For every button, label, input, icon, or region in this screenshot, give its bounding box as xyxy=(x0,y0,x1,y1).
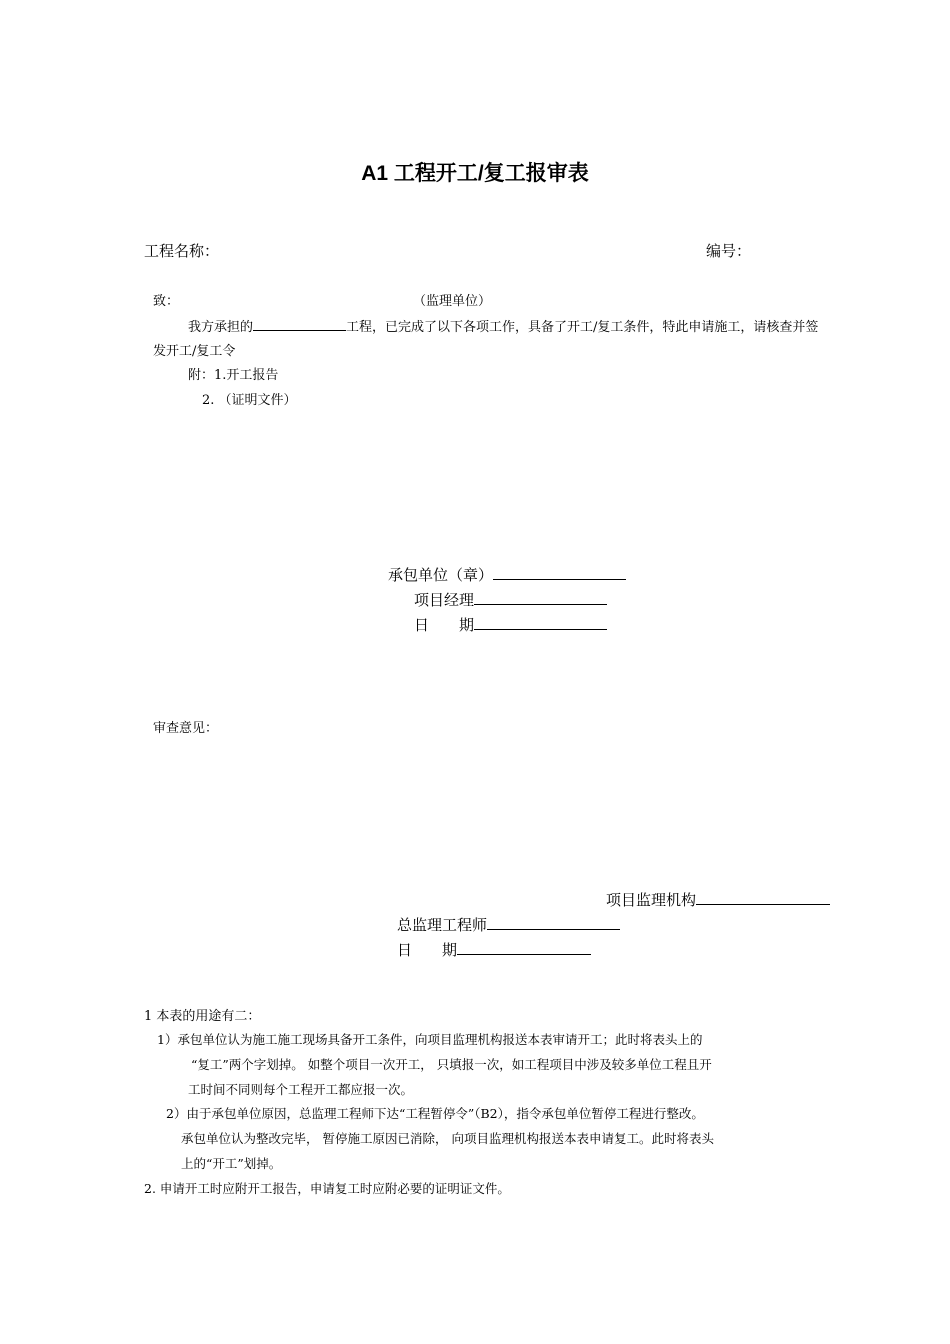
note-item-1-line-2: “复工”两个字划掉。 如整个项目一次开工， 只填报一次，如工程项目中涉及较多单位工程且开 xyxy=(191,1057,712,1072)
note-item-2-line-1: 2）由于承包单位原因，总监理工程师下达“工程暂停令”（B2），指令承包单位暂停工程进行整改。 xyxy=(166,1106,704,1121)
supervision-org-label: 项目监理机构 xyxy=(606,891,697,909)
chief-engineer-label: 总监理工程师 xyxy=(397,916,488,934)
supervision-org-blank xyxy=(696,889,830,905)
supervisor-date-label: 日 期 xyxy=(397,941,458,959)
application-body-line-1 xyxy=(188,315,818,335)
note-item-2-line-2: 承包单位认为整改完毕， 暂停施工原因已消除， 向项目监理机构报送本表申请复工。此时将表头 xyxy=(181,1131,714,1146)
contractor-unit-row xyxy=(388,564,626,585)
note-item-1-line-3: 工时间不同则每个工程开工都应报一次。 xyxy=(188,1082,414,1097)
to-label: 致： xyxy=(153,294,180,309)
project-name-blank xyxy=(253,315,346,331)
note-2: 2. 申请开工时应附开工报告，申请复工时应附必要的证明证文件。 xyxy=(144,1181,510,1196)
project-manager-label: 项目经理 xyxy=(414,591,475,609)
notes-heading: 1 本表的用途有二： xyxy=(144,1009,261,1024)
number-label: 编号： xyxy=(706,242,752,260)
contractor-unit-blank xyxy=(493,564,626,580)
note-item-1-line-1: 1）承包单位认为施工施工现场具备开工条件，向项目监理机构报送本表审请开工；此时将表头上的 xyxy=(157,1032,703,1047)
chief-engineer-row xyxy=(397,914,620,935)
chief-engineer-blank xyxy=(487,914,620,930)
attachment-2: 2. （证明文件） xyxy=(202,393,297,408)
project-manager-row xyxy=(414,589,607,610)
application-body-line-2: 发开工/复工令 xyxy=(153,344,236,359)
project-name-label: 工程名称： xyxy=(144,242,220,260)
supervision-unit-hint: （监理单位） xyxy=(413,294,492,309)
contractor-date-label: 日 期 xyxy=(414,616,475,634)
supervision-org-row xyxy=(606,889,830,910)
contractor-unit-label: 承包单位（章） xyxy=(388,566,494,584)
supervisor-date-row xyxy=(397,939,591,960)
supervisor-date-blank xyxy=(457,939,591,955)
contractor-date-blank xyxy=(474,614,607,630)
note-item-2-line-3: 上的“开工”划掉。 xyxy=(181,1156,282,1171)
contractor-date-row xyxy=(414,614,607,635)
project-manager-blank xyxy=(474,589,607,605)
body-prefix: 我方承担的 xyxy=(188,320,254,335)
review-opinion-label: 审查意见： xyxy=(153,721,219,736)
body-suffix: 工程，已完成了以下各项工作，具备了开工/复工条件，特此申请施工，请核查并签 xyxy=(346,320,819,335)
attachment-1: 附：1.开工报告 xyxy=(188,368,279,383)
page-title: A1 工程开工/复工报审表 xyxy=(361,162,589,185)
